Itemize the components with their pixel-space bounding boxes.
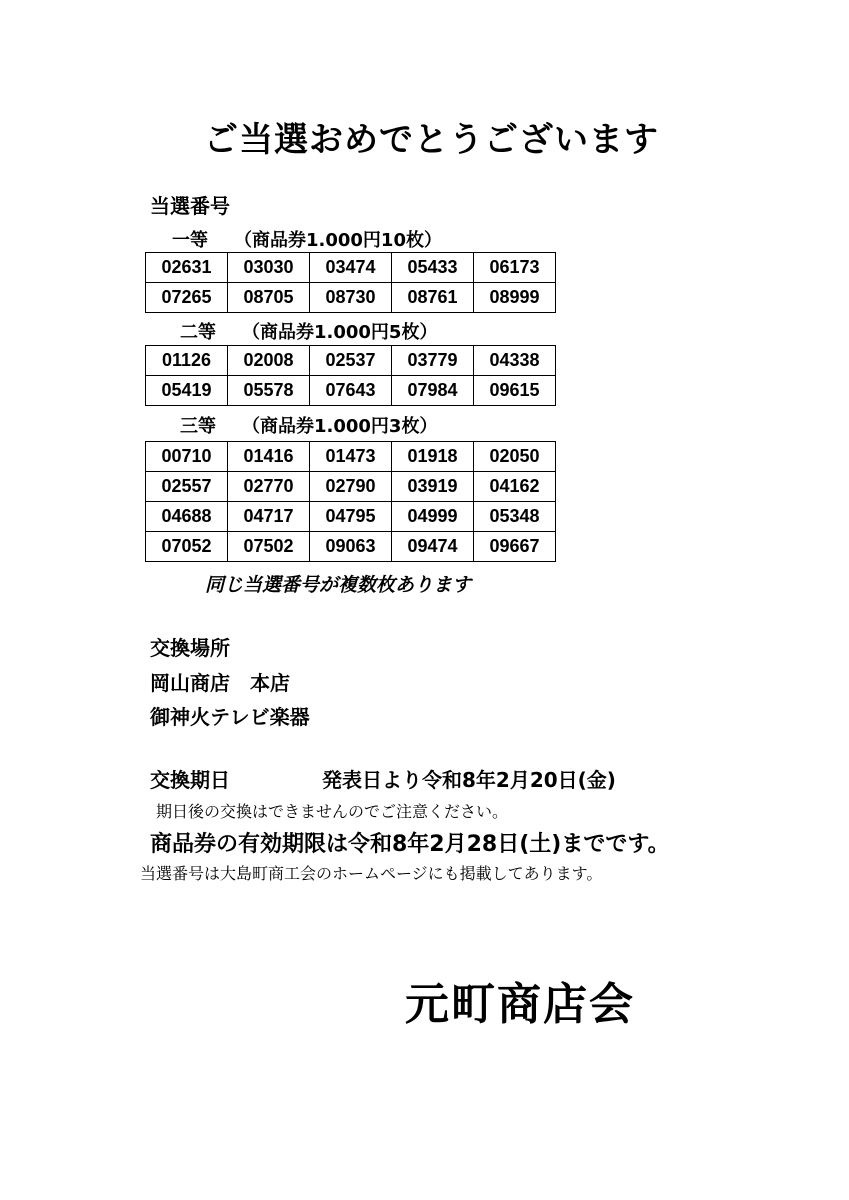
exchange-period-value: 発表日より令和8年2月20日(金) — [322, 768, 616, 792]
third-prize-table — [145, 441, 556, 562]
winning-number: 07643 — [310, 376, 392, 406]
winning-number: 02631 — [146, 253, 228, 283]
winning-number: 01918 — [392, 442, 474, 472]
winning-number: 02770 — [228, 472, 310, 502]
winning-number: 09063 — [310, 532, 392, 562]
winning-number: 05419 — [146, 376, 228, 406]
winning-number: 04162 — [474, 472, 556, 502]
winning-number: 02050 — [474, 442, 556, 472]
winning-number: 02537 — [310, 346, 392, 376]
table-row — [146, 442, 556, 472]
winning-number: 01126 — [146, 346, 228, 376]
duplicate-number-note: 同じ当選番号が複数枚あります — [205, 574, 472, 596]
winning-number: 05578 — [228, 376, 310, 406]
winning-number: 09615 — [474, 376, 556, 406]
exchange-store: 岡山商店 本店 — [150, 671, 290, 695]
website-note: 当選番号は大島町商工会のホームページにも掲載してあります。 — [140, 864, 603, 883]
table-row — [146, 532, 556, 562]
winning-number: 03919 — [392, 472, 474, 502]
first-prize-table — [145, 252, 556, 313]
winning-number: 07984 — [392, 376, 474, 406]
winning-number: 07502 — [228, 532, 310, 562]
exchange-place-label: 交換場所 — [150, 636, 230, 660]
second-prize-table — [145, 345, 556, 406]
winning-number: 04338 — [474, 346, 556, 376]
winning-number: 07052 — [146, 532, 228, 562]
table-row — [146, 502, 556, 532]
prize-rank: 二等 — [180, 322, 216, 343]
prize-description: （商品券1.000円3枚） — [242, 416, 438, 437]
winning-number: 01416 — [228, 442, 310, 472]
winning-number: 03474 — [310, 253, 392, 283]
winning-number: 03030 — [228, 253, 310, 283]
prize-heading-second — [180, 318, 437, 344]
prize-rank: 三等 — [180, 416, 216, 437]
winning-number: 05433 — [392, 253, 474, 283]
prize-heading-first — [172, 226, 442, 252]
exchange-store: 御神火テレビ楽器 — [150, 705, 310, 729]
winning-number: 01473 — [310, 442, 392, 472]
winning-number: 04688 — [146, 502, 228, 532]
winning-number: 06173 — [474, 253, 556, 283]
winning-number: 04795 — [310, 502, 392, 532]
winning-number: 00710 — [146, 442, 228, 472]
table-row — [146, 472, 556, 502]
prize-rank: 一等 — [172, 230, 208, 251]
winning-number: 04999 — [392, 502, 474, 532]
prize-heading-third — [180, 412, 437, 438]
page-title: ご当選おめでとうございます — [204, 120, 659, 160]
winning-number: 08730 — [310, 283, 392, 313]
exchange-deadline-notice: 期日後の交換はできませんのでご注意ください。 — [156, 802, 509, 821]
winning-numbers-label: 当選番号 — [150, 194, 230, 218]
winning-number: 02557 — [146, 472, 228, 502]
voucher-validity: 商品券の有効期限は令和8年2月28日(土)までです。 — [150, 832, 670, 857]
table-row — [146, 346, 556, 376]
winning-number: 08999 — [474, 283, 556, 313]
winning-number: 03779 — [392, 346, 474, 376]
prize-description: （商品券1.000円10枚） — [234, 230, 442, 251]
winning-number: 02008 — [228, 346, 310, 376]
winning-number: 09474 — [392, 532, 474, 562]
winning-number: 09667 — [474, 532, 556, 562]
winning-number: 05348 — [474, 502, 556, 532]
winning-number: 02790 — [310, 472, 392, 502]
winning-number: 04717 — [228, 502, 310, 532]
winning-number: 07265 — [146, 283, 228, 313]
exchange-period-label: 交換期日 — [150, 768, 230, 792]
organizer-name: 元町商店会 — [405, 979, 635, 1030]
table-row — [146, 376, 556, 406]
winning-number: 08761 — [392, 283, 474, 313]
table-row — [146, 283, 556, 313]
winning-number: 08705 — [228, 283, 310, 313]
table-row — [146, 253, 556, 283]
prize-description: （商品券1.000円5枚） — [242, 322, 438, 343]
